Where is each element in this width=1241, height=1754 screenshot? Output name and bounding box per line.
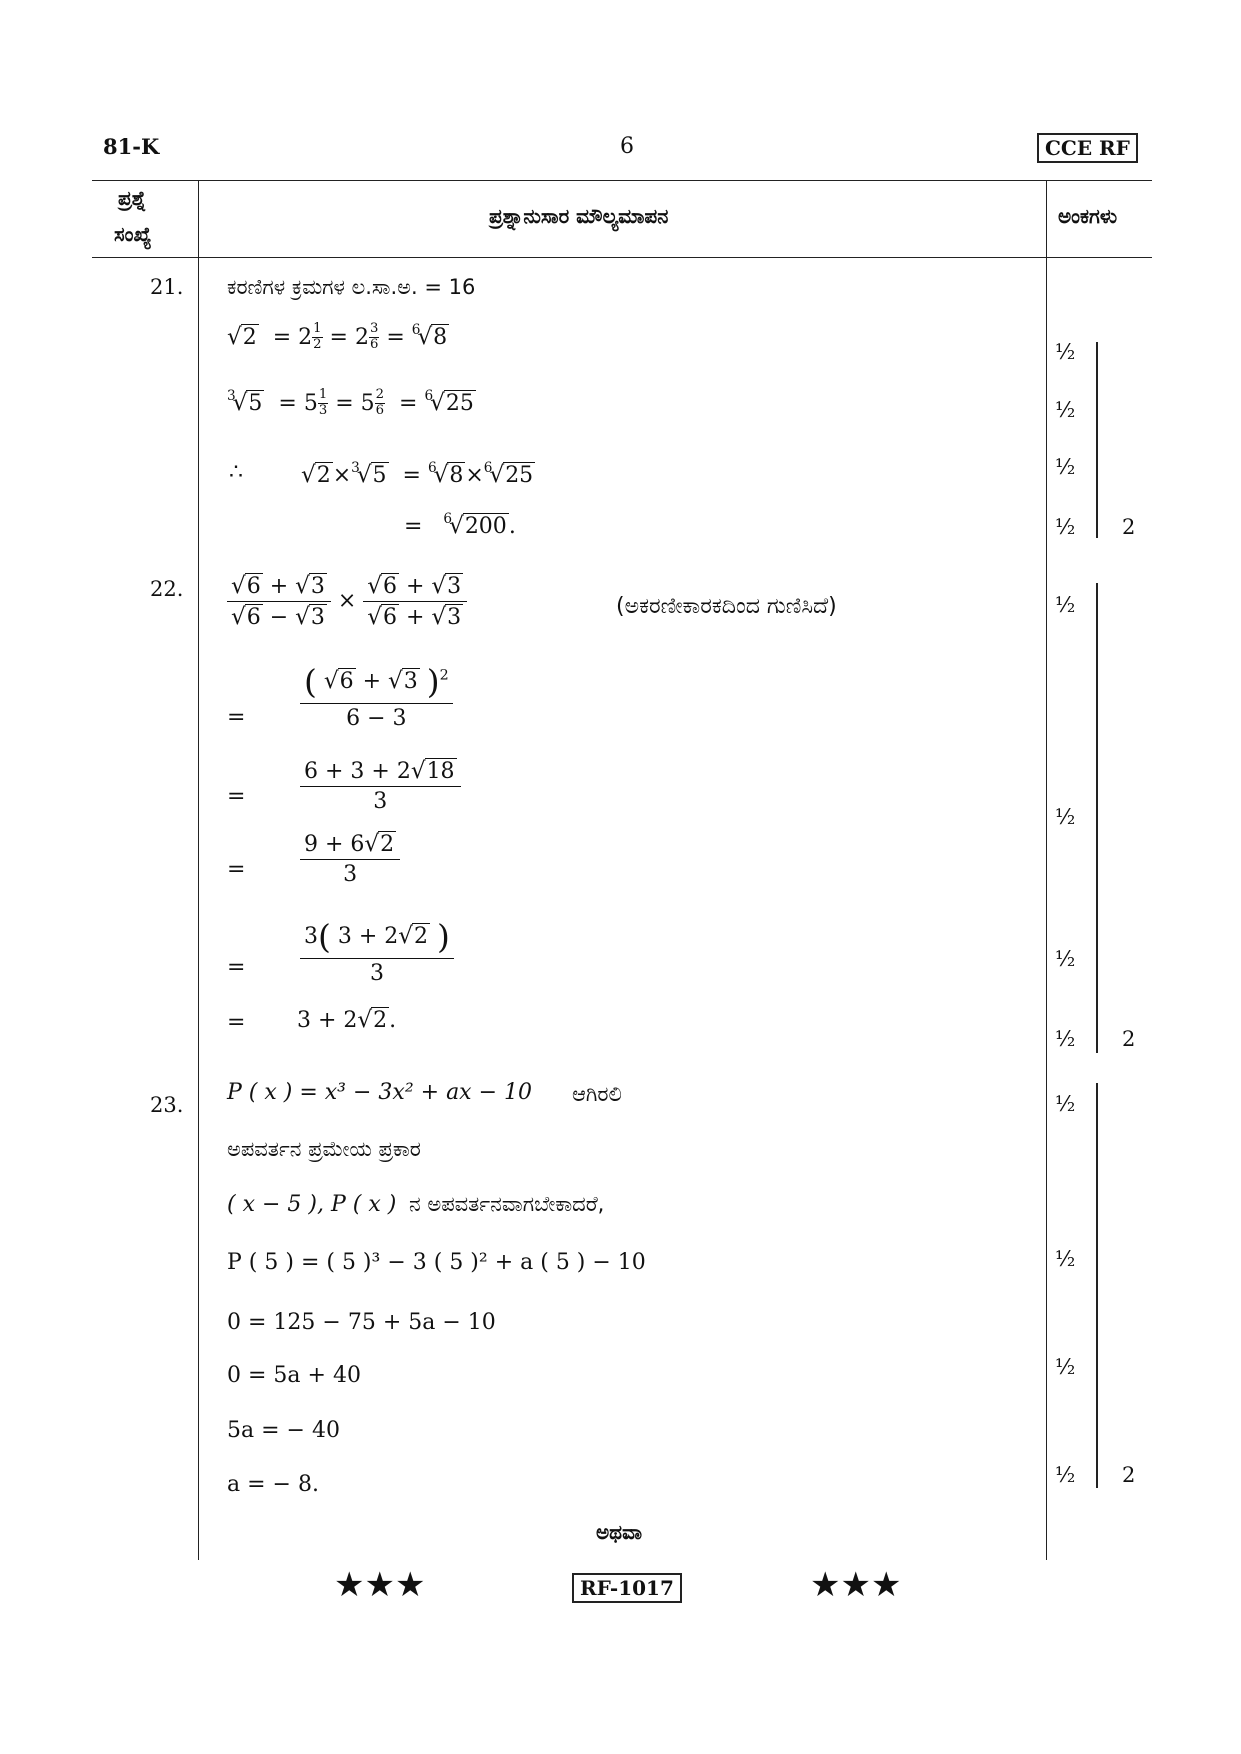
q23-line7: 5a = − 40 xyxy=(227,1418,340,1443)
q22-step4: $\frac{9 + 6√2}{3}$ xyxy=(300,831,400,887)
q22-eq-4: = xyxy=(227,955,246,980)
col-divider-2 xyxy=(1046,180,1047,1560)
col3-header: ಅಂಕಗಳು xyxy=(1058,204,1118,228)
q23-line8: a = − 8. xyxy=(227,1472,319,1497)
q22-total: 2 xyxy=(1122,1027,1136,1051)
q23-mark-2: ½ xyxy=(1055,1247,1076,1271)
q21-step3: √2×$^3$√5 = $^6$√8×$^6$√25 xyxy=(301,460,534,489)
q23-mark-4: ½ xyxy=(1055,1463,1076,1487)
q21-mark-1: ½ xyxy=(1055,340,1076,364)
q22-mark-2: ½ xyxy=(1055,805,1076,829)
q22-eq-5: = xyxy=(227,1010,246,1035)
col1-header-line2: ಸಂಖ್ಯೆ xyxy=(114,222,152,246)
q22-marks-bar xyxy=(1096,583,1098,1053)
footer-code-box: RF-1017 xyxy=(572,1573,682,1603)
q21-therefore: ∴ xyxy=(229,460,243,485)
q23-mark-1: ½ xyxy=(1055,1092,1076,1116)
page-number: 6 xyxy=(620,134,634,159)
q22-mark-4: ½ xyxy=(1055,1027,1076,1051)
q22-mark-3: ½ xyxy=(1055,947,1076,971)
q21-marks-bar xyxy=(1096,342,1098,538)
q21-number: 21. xyxy=(150,275,184,299)
q23-line3-math: ( x − 5 ), P ( x ) xyxy=(227,1192,397,1217)
q23-line1-math: P ( x ) = x³ − 3x² + ax − 10 xyxy=(227,1080,533,1105)
q23-or: ಅಥವಾ xyxy=(596,1520,642,1544)
q21-mark-2: ½ xyxy=(1055,398,1076,422)
q22-eq-1: = xyxy=(227,705,246,730)
footer-stars-right: ★★★ xyxy=(810,1565,902,1605)
q23-line3-text: ನ ಅಪವರ್ತನವಾಗಬೇಕಾದರೆ, xyxy=(409,1192,605,1216)
q22-number: 22. xyxy=(150,577,184,601)
table-top-rule xyxy=(92,180,1152,181)
q21-step2: $^3$√5 = 5 $\frac{1}{3}$ = 5 $\frac{2}{6}$ = $^6$√25 xyxy=(227,387,474,418)
version-box: CCE RF xyxy=(1037,133,1138,163)
col1-header-line1: ಪ್ರಶ್ನೆ xyxy=(118,186,147,210)
q22-step1: $\frac{√6 + √3}{√6 - √3}$ × $\frac{√6 + √3}{√6 + √3}$ xyxy=(227,573,467,630)
q23-line2: ಅಪವರ್ತನ ಪ್ರಮೇಯ ಪ್ರಕಾರ xyxy=(227,1137,421,1161)
q21-total: 2 xyxy=(1122,515,1136,539)
q23-line1-text: ಆಗಿರಲಿ xyxy=(572,1082,622,1106)
q22-step3: $\frac{6 + 3 + 2√18}{3}$ xyxy=(300,758,461,814)
q22-mark-1: ½ xyxy=(1055,593,1076,617)
q21-step4: = $^6$√200. xyxy=(404,511,516,540)
col-divider-1 xyxy=(198,180,199,1560)
q22-step6: 3 + 2√2. xyxy=(297,1007,397,1033)
q23-line5: 0 = 125 − 75 + 5a − 10 xyxy=(227,1310,496,1335)
q22-eq-2: = xyxy=(227,784,246,809)
q23-line4: P ( 5 ) = ( 5 )³ − 3 ( 5 )² + a ( 5 ) − 10 xyxy=(227,1250,646,1275)
col2-header: ಪ್ರಶ್ನಾನುಸಾರ ಮೌಲ್ಯಮಾಪನ xyxy=(489,204,669,228)
q22-step2: $\frac{( √6 + √3 )^2}{6 - 3}$ xyxy=(300,662,453,731)
q21-line1: ಕರಣಿಗಳ ಕ್ರಮಗಳ ಲ.ಸಾ.ಅ. = 16 xyxy=(227,275,476,299)
footer-stars-left: ★★★ xyxy=(334,1565,426,1605)
q22-eq-3: = xyxy=(227,857,246,882)
q22-note: (ಅಕರಣೀಕಾರಕದಿಂದ ಗುಣಿಸಿದೆ) xyxy=(616,594,837,619)
q23-mark-3: ½ xyxy=(1055,1355,1076,1379)
table-header-rule xyxy=(92,257,1152,258)
paper-code: 81-K xyxy=(103,134,160,159)
q21-step1: √2 = 2 $\frac{1}{2}$ = 2 $\frac{3}{6}$ = $^6$√8 xyxy=(227,321,448,352)
q21-mark-4: ½ xyxy=(1055,515,1076,539)
q23-number: 23. xyxy=(150,1093,184,1117)
q22-step5: $\frac{3( 3 + 2√2 )}{3}$ xyxy=(300,917,454,986)
q21-mark-3: ½ xyxy=(1055,455,1076,479)
q23-line6: 0 = 5a + 40 xyxy=(227,1363,361,1388)
q23-marks-bar xyxy=(1096,1083,1098,1488)
q23-total: 2 xyxy=(1122,1463,1136,1487)
